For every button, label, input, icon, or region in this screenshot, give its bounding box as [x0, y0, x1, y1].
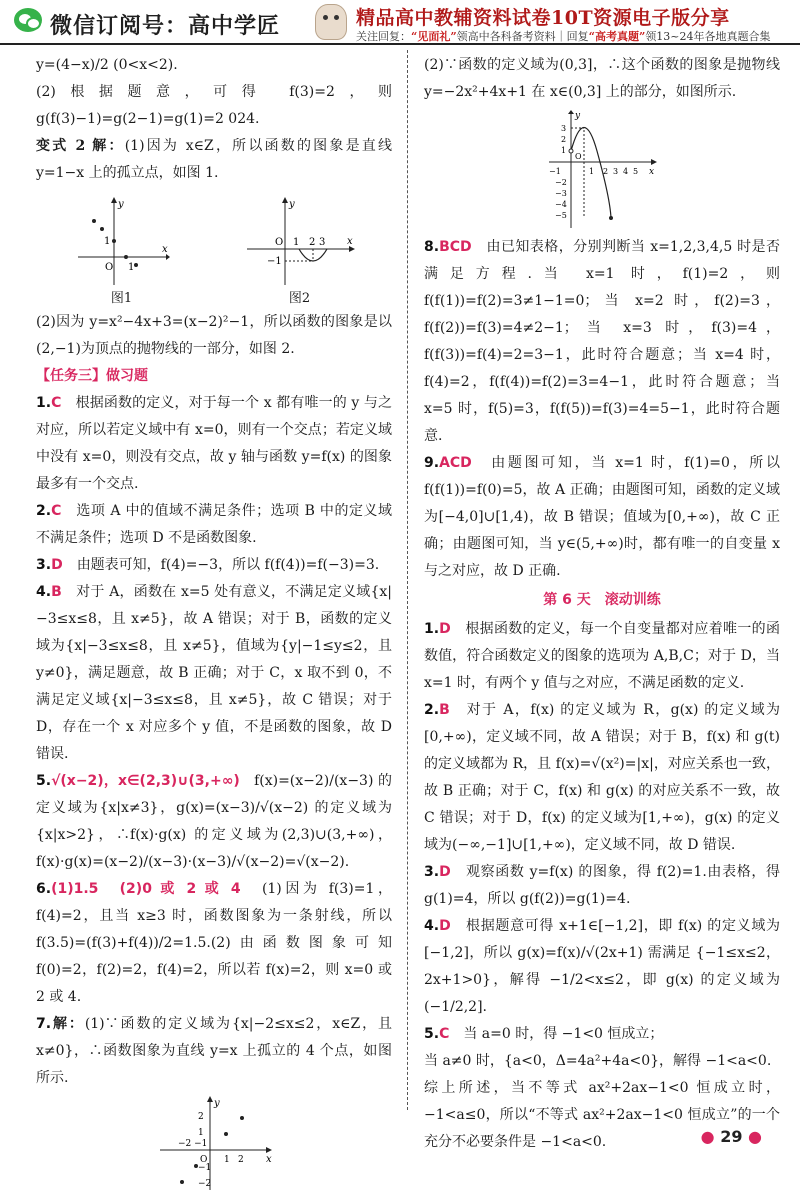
answer-line: (2)因为 y=x²−4x+3=(x−2)²−1，所以函数的图象是以(2,−1)为顶点的抛物线的一部分，如图 2. [36, 314, 392, 357]
svg-text:1: 1 [589, 167, 595, 176]
figure-2-graph [245, 197, 355, 287]
question-7-graph [154, 1096, 274, 1192]
question-number: 4. [424, 918, 440, 934]
svg-text:−5: −5 [555, 211, 567, 220]
question-number: 1. [424, 621, 440, 637]
answer-line: 当 a≠0 时，{a<0，Δ=4a²+4a<0}，解得 −1<a<0. [424, 1053, 772, 1069]
parabola-graph [547, 110, 657, 230]
wechat-logo-icon [14, 8, 42, 32]
answer-key: ACD [439, 455, 472, 471]
variant-2 [36, 133, 392, 187]
variant-label: 变式 2 解： [36, 138, 125, 154]
question-explanation: 根据题意可得 x+1∈[−1,2]，即 f(x) 的定义域为[−1,2]，所以 g(x)=f(x)/√(2x+1) 需满足 {−1≤x≤2，2x+1>0}，解得 −1/2<x≤2，即 g(x) 的定义域为(−1/2,2]. [424, 918, 781, 1015]
answer-line: y=(4−x)/2 (0<x<2). [36, 57, 178, 73]
question-number: 2. [424, 702, 440, 718]
header-sub-suffix: 领13~24年各地真题合集 [645, 30, 771, 43]
question-explanation: (1)因为 f(3)=1，f(4)=2，且当 x≥3 时，函数图象为一条射线，所以 f(3.5)=(f(3)+f(4))/2=1.5.(2)由函数图象可知 f(0)=2，f(2)=2，f(4)=2，所以若 f(x)=2，则 x=0 或 2 或 4. [36, 881, 392, 1005]
question-explanation: 由题表可知，f(4)=−3，所以 f(f(4))=f(−3)=3. [76, 557, 380, 573]
question-explanation: 由题图可知，当 x=1 时，f(1)=0，所以 f(f(1))=f(0)=5，故 A 正确；由题图可知，函数的定义域为[−4,0]∪[1,4)，故 B 错误；值域为[0,+∞)，故 C 正确；由题图可知，当 y∈(5,+∞)时，都有唯一的自变量 x 与之对应，故 D 正确. [424, 455, 780, 579]
answer-key: D [439, 864, 451, 880]
variant-text: (1)因为 x∈Z，所以函数的图象是直线 y=1−x 上的孤立点，如图 1. [36, 138, 392, 181]
day-title: 第 6 天 滚动训练 [543, 592, 661, 608]
svg-text:O: O [104, 262, 113, 273]
svg-text:y: y [214, 1098, 220, 1109]
question-number: 7. [36, 1016, 52, 1032]
section-heading: 【任务三】做习题 [36, 368, 148, 384]
question-5 [36, 768, 392, 876]
answer-key: C [51, 395, 62, 411]
question-number: 4. [36, 584, 52, 600]
question-explanation: 根据函数的定义，对于每一个 x 都有唯一的 y 与之对应，所以若定义域中有 x=0，则有一个交点；若定义域中没有 x=0，则没有交点，故 y 轴与函数 y=f(x) 的图象最多有一个交点. [36, 395, 393, 492]
wechat-account-title: 微信订阅号：高中学匠 [50, 14, 281, 39]
figure-1-graph [74, 197, 170, 287]
figure-2 [245, 193, 355, 307]
answer-line: 综上所述，当不等式 ax²+2ax−1<0 恒成立时，−1<a≤0，所以“不等式 ax²+2ax−1<0 恒成立”的一个充分不必要条件是 −1<a<0. [424, 1080, 780, 1150]
answer-key: D [439, 621, 451, 637]
svg-text:−1: −1 [198, 1163, 212, 1173]
bullet-icon: ● [748, 1127, 762, 1146]
svg-text:−2 −1: −2 −1 [178, 1139, 208, 1149]
svg-text:3: 3 [613, 167, 619, 176]
answer-line: (2)根据题意，可得 f(3)=2，则 g(f(3)−1)=g(2−1)=g(1)=2 024. [36, 84, 392, 127]
question-number: 3. [36, 557, 52, 573]
answer-key: D [51, 557, 63, 573]
svg-text:2: 2 [198, 1112, 204, 1122]
svg-text:1: 1 [127, 262, 134, 273]
day-question-4 [424, 913, 780, 1021]
question-number: 5. [424, 1026, 440, 1042]
question-explanation: 当 a=0 时，得 −1<0 恒成立； [463, 1026, 664, 1042]
svg-text:1: 1 [103, 236, 110, 247]
svg-text:−4: −4 [555, 200, 567, 209]
question-explanation: 由已知表格，分别判断当 x=1,2,3,4,5 时是否满足方程.当 x=1 时，f(1)=2，则 f(f(1))=f(2)=3≠1−1=0；当 x=2 时，f(2)=3，f(f(2))=f(3)=4≠2−1；当 x=3 时，f(3)=4，f(f(3))=f(4)=2=3−1，此时符合题意；当 x=4 时，f(4)=2，f(f(4))=f(2)=3=4−1，此时符合题意；当 x=5 时，f(5)=3，f(f(5))=f(3)=4=5−1，此时符合题意. [424, 239, 780, 444]
svg-text:x: x [161, 244, 168, 255]
question-number: 3. [424, 864, 440, 880]
svg-text:−2: −2 [555, 178, 567, 187]
header-sub-middle: 领高中各科备考资料｜回复 [456, 30, 589, 43]
answer-key: BCD [439, 239, 472, 255]
bullet-icon: ● [700, 1127, 715, 1146]
svg-text:x: x [266, 1154, 272, 1165]
header-subtitle [356, 28, 771, 44]
svg-text:O: O [575, 152, 582, 161]
answer-key: (1)1.5 (2)0 或 2 或 4 [51, 881, 241, 897]
svg-text:2: 2 [308, 237, 315, 248]
page-header [0, 0, 800, 44]
question-9 [424, 450, 780, 585]
figure-1 [74, 193, 170, 307]
column-divider [407, 50, 408, 1110]
svg-text:2: 2 [561, 135, 567, 144]
svg-text:−1: −1 [549, 167, 561, 176]
answer-key: B [51, 584, 62, 600]
day-question-3 [424, 859, 780, 913]
page-number [701, 1127, 762, 1146]
svg-text:−2: −2 [198, 1179, 212, 1189]
question-number: 1. [36, 395, 52, 411]
question-number: 9. [424, 455, 440, 471]
question-8 [424, 234, 780, 450]
svg-text:O: O [200, 1155, 208, 1165]
svg-text:−3: −3 [555, 189, 567, 198]
svg-text:x: x [346, 236, 353, 247]
header-title: 精品高中教辅资料试卷10T资源电子版分享 [356, 7, 730, 29]
day-question-5 [424, 1021, 780, 1048]
svg-text:−1: −1 [266, 256, 282, 267]
answer-key: C [51, 503, 62, 519]
question-6 [36, 876, 392, 1011]
header-sub-prefix: 关注回复： [356, 30, 411, 43]
svg-text:y: y [575, 111, 581, 121]
svg-text:4: 4 [623, 167, 629, 176]
svg-text:x: x [649, 167, 655, 177]
question-explanation: 对于 A，f(x) 的定义域为 R，g(x) 的定义域为[0,+∞)，定义域不同，故 A 错误；对于 B，f(x) 和 g(t) 的定义域都为 R，且 f(x)=√(x²)=|x|，对应关系也一致，故 B 正确；对于 C，f(x) 和 g(x) 的对应关系不一致，故 C 错误；对于 D，f(x) 的定义域为[1,+∞)，g(x) 的定义域为(−∞,−1]∪[1,+∞)，定义域不同，故 D 错误. [424, 702, 781, 853]
svg-text:y: y [117, 199, 124, 210]
day-question-2 [424, 697, 780, 859]
svg-text:1: 1 [198, 1128, 204, 1138]
left-column [36, 52, 392, 1196]
svg-text:5: 5 [633, 167, 639, 176]
page-number-text: 29 [720, 1127, 743, 1146]
figure-2-caption: 图2 [288, 291, 311, 306]
question-2 [36, 498, 392, 552]
question-7 [36, 1011, 392, 1092]
question-explanation: 对于 A，函数在 x=5 处有意义，不满足定义域{x|−3≤x≤8，且 x≠5}，故 A 错误；对于 B，函数的定义域为{x|−3≤x≤8，且 x≠5}，值域为{y|−1≤y≤2，且 y≠0}，满足题意，故 B 正确；对于 C，x 取不到 0，不满足定义域{x|−3≤x≤8，且 x≠5}，故 C 错误；对于 D，存在一个 x 对应多个 y 值，不是函数的图象，故 D 错误. [36, 584, 393, 762]
question-3 [36, 552, 392, 579]
keyword-exam: “高考真题” [588, 30, 646, 43]
question-4 [36, 579, 392, 768]
question-explanation: 观察函数 y=f(x) 的图象，得 f(2)=1.由表格，得 g(1)=4，所以 g(f(2))=g(1)=4. [424, 864, 781, 907]
svg-text:O: O [274, 237, 283, 248]
header-rule [0, 43, 800, 45]
svg-text:1: 1 [292, 237, 299, 248]
answer-line: (2)∵函数的定义域为(0,3]，∴这个函数的图象是抛物线 y=−2x²+4x+1 在 x∈(0,3] 上的部分，如图所示. [424, 57, 780, 100]
question-explanation: 选项 A 中的值域不满足条件；选项 B 中的定义域不满足条件；选项 D 不是函数图象. [36, 503, 393, 546]
figure-row [36, 193, 392, 307]
svg-text:3: 3 [318, 237, 325, 248]
svg-text:y: y [288, 199, 295, 210]
right-column [424, 52, 780, 1156]
day-question-1 [424, 616, 780, 697]
answer-key: B [439, 702, 450, 718]
answer-key: C [439, 1026, 450, 1042]
svg-text:3: 3 [561, 124, 567, 133]
question-1 [36, 390, 392, 498]
question-number: 2. [36, 503, 52, 519]
question-number: 6. [36, 881, 52, 897]
question-number: 5. [36, 773, 52, 789]
question-number: 8. [424, 239, 440, 255]
question-explanation: (1)∵函数的定义域为{x|−2≤x≤2，x∈Z，且 x≠0}，∴函数图象为直线 y=x 上孤立的 4 个点，如图所示. [36, 1016, 393, 1086]
keyword-gift: “见面礼” [411, 30, 457, 43]
question-explanation: f(x)=(x−2)/(x−3) 的定义域为{x|x≠3}，g(x)=(x−3)/√(x−2) 的定义域为{x|x>2}，∴f(x)·g(x) 的定义域为(2,3)∪(3,+∞)，f(x)·g(x)=(x−2)/(x−3)·(x−3)/√(x−2)=√(x−2). [36, 773, 393, 870]
svg-text:2: 2 [603, 167, 609, 176]
figure-1-caption: 图1 [110, 291, 133, 306]
svg-text:1: 1 [561, 146, 567, 155]
solution-label: 解： [51, 1016, 85, 1032]
mascot-icon [315, 4, 347, 40]
svg-text:1: 1 [224, 1155, 230, 1165]
answer-key: D [439, 918, 451, 934]
answer-key: √(x−2)，x∈(2,3)∪(3,+∞) [51, 773, 240, 789]
svg-text:2: 2 [238, 1155, 244, 1165]
question-explanation: 根据函数的定义，每一个自变量都对应着唯一的函数值，符合函数定义的图象的选项为 A,B,C；对于 D，当 x=1 时，有两个 y 值与之对应，不满足函数的定义. [424, 621, 781, 691]
